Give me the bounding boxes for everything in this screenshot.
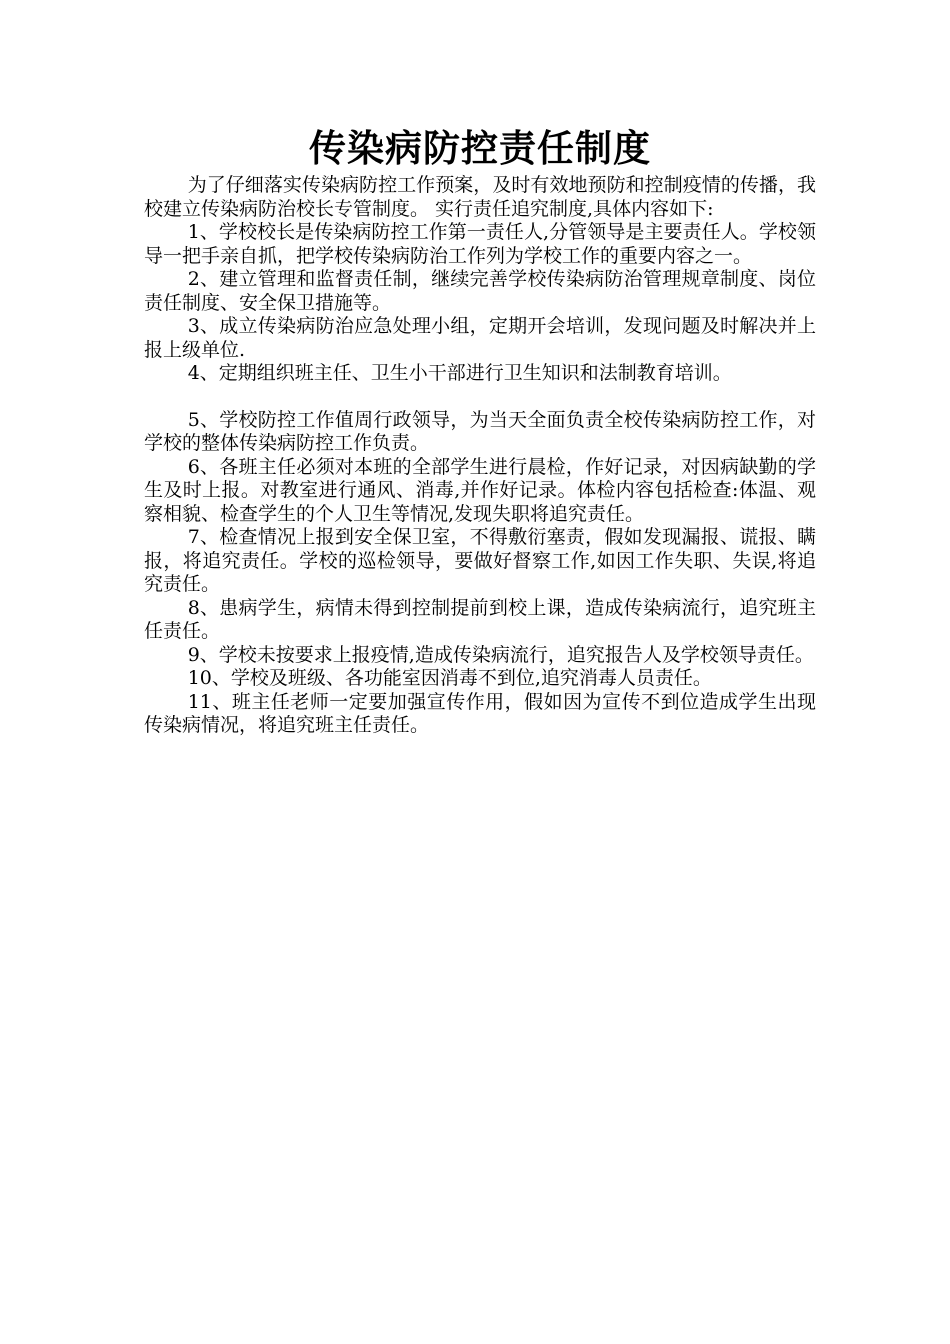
document-title: 传染病防控责任制度 [309, 126, 651, 170]
clause-6: 6、各班主任必须对本班的全部学生进行晨检，作好记录，对因病缺勤的学生及时上报。对教室进行通风、消毒,并作好记录。体检内容包括检查:体温、观察相貌、检查学生的个人卫生等情况,发现失职将追究责任。 [144, 455, 816, 525]
clause-10: 10、学校及班级、各功能室因消毒不到位,追究消毒人员责任。 [187, 667, 712, 689]
clause-5: 5、学校防控工作值周行政领导，为当天全面负责全校传染病防控工作，对学校的整体传染病防控工作负责。 [144, 408, 816, 454]
clause-9: 9、学校未按要求上报疫情,造成传染病流行，追究报告人及学校领导责任。 [187, 643, 814, 666]
clause-4: 4、定期组织班主任、卫生小干部进行卫生知识和法制教育培训。 [187, 362, 732, 384]
intro-paragraph: 为了仔细落实传染病防控工作预案，及时有效地预防和控制疫情的传播，我校建立传染病防治校长专管制度。 实行责任追究制度,具体内容如下: [144, 174, 816, 220]
clause-7: 7、检查情况上报到安全保卫室，不得敷衍塞责，假如发现漏报、谎报、瞒报，将追究责任。学校的巡检领导，要做好督察工作,如因工作失职、失误,将追究责任。 [144, 526, 816, 595]
clause-2: 2、建立管理和监督责任制，继续完善学校传染病防治管理规章制度、岗位责任制度、安全保卫措施等。 [144, 268, 816, 314]
clause-1: 1、学校校长是传染病防控工作第一责任人,分管领导是主要责任人。学校领导一把手亲自抓，把学校传染病防治工作列为学校工作的重要内容之一。 [144, 221, 816, 267]
clause-3: 3、成立传染病防治应急处理小组，定期开会培训，发现问题及时解决并上报上级单位. [144, 315, 816, 361]
clause-8: 8、患病学生，病情未得到控制提前到校上课，造成传染病流行，追究班主任责任。 [144, 596, 816, 642]
clause-11: 11、班主任老师一定要加强宣传作用，假如因为宣传不到位造成学生出现传染病情况，将追究班主任责任。 [144, 690, 816, 736]
document-body [144, 122, 816, 738]
